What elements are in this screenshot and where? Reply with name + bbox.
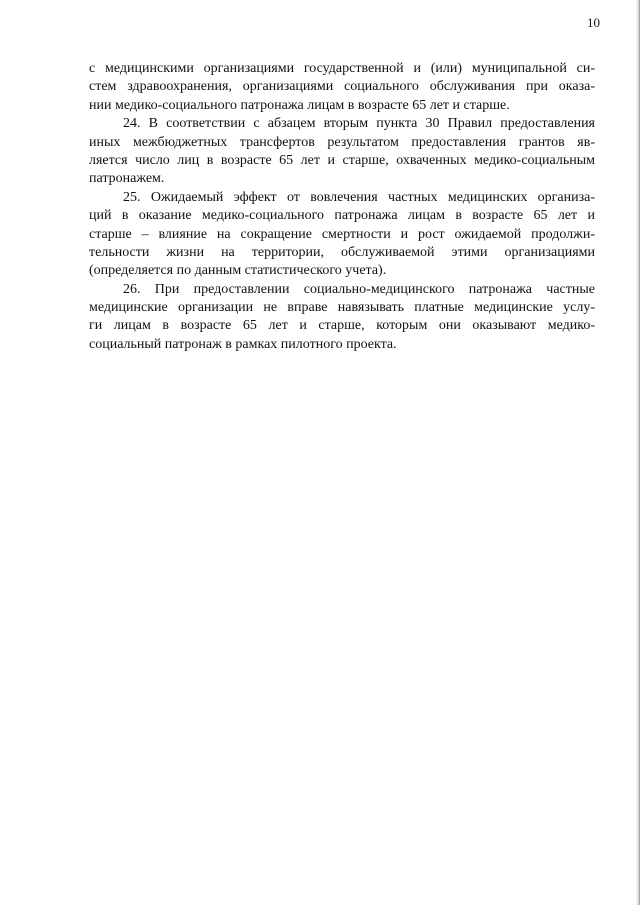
text-line: старше – влияние на сокращение смертности и рост ожидаемой продолжи-	[89, 226, 595, 242]
paragraph-24	[89, 115, 595, 189]
text-line: ций в оказание медико-социального патронажа лицам в возрасте 65 лет и	[89, 208, 595, 224]
text-line: патронажем.	[89, 171, 165, 187]
text-line: (определяется по данным статистического учета).	[89, 263, 387, 279]
paragraph-25	[89, 189, 595, 281]
page-number: 10	[587, 15, 600, 30]
text-line: социальный патронаж в рамках пилотного проекта.	[89, 336, 397, 352]
text-line: 25. Ожидаемый эффект от вовлечения частных медицинских организа-	[123, 189, 595, 205]
paragraph-continuation	[89, 60, 595, 115]
document-body	[89, 60, 595, 354]
text-line: стем здравоохранения, организациями социального обслуживания при оказа-	[89, 79, 595, 95]
text-line: тельности жизни на территории, обслуживаемой этими организациями	[89, 244, 595, 260]
text-line: ляется число лиц в возрасте 65 лет и старше, охваченных медико-социальным	[89, 152, 595, 168]
scan-edge-shadow	[636, 0, 640, 905]
text-line: 26. При предоставлении социально-медицинского патронажа частные	[123, 281, 595, 297]
text-line: с медицинскими организациями государственной и (или) муниципальной си-	[89, 61, 595, 76]
text-line: иных межбюджетных трансфертов результатом предоставления грантов яв-	[89, 134, 595, 150]
text-line: ги лицам в возрасте 65 лет и старше, которым они оказывают медико-	[89, 318, 595, 334]
text-line: 24. В соответствии с абзацем вторым пункта 30 Правил предоставления	[123, 116, 595, 132]
text-line: нии медико-социального патронажа лицам в возрасте 65 лет и старше.	[89, 97, 510, 113]
paragraph-26	[89, 281, 595, 355]
text-line: медицинские организации не вправе навязывать платные медицинские услу-	[89, 300, 595, 316]
